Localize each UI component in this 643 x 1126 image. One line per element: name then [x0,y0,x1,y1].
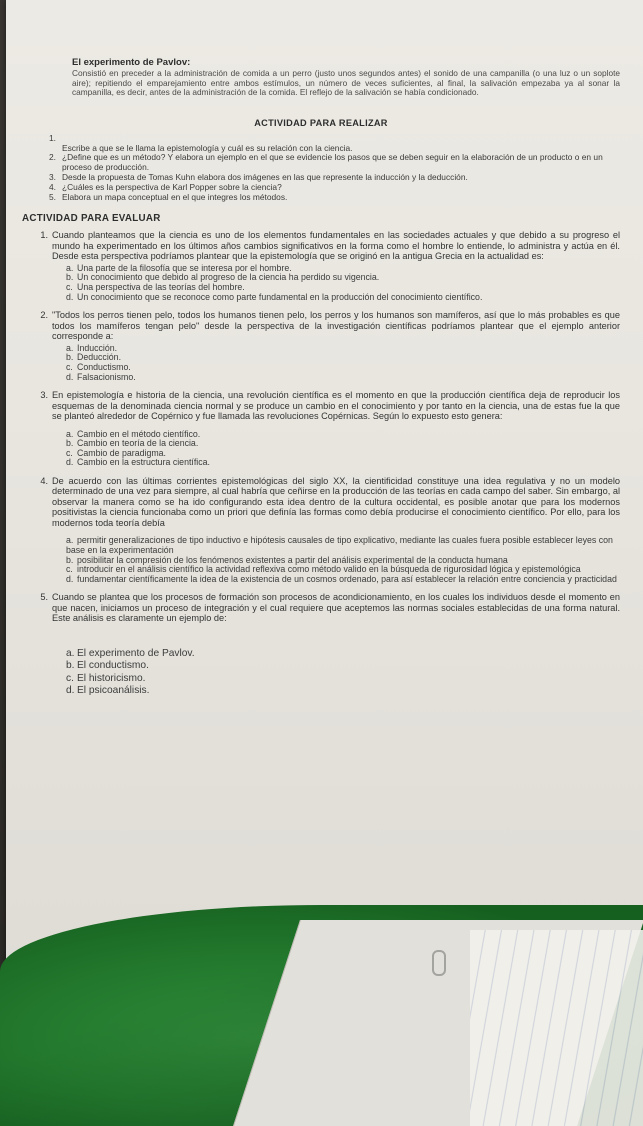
option-b: b. Un conocimiento que debido al progreso de la ciencia ha perdido su vigencia. [66,272,380,283]
question-3 [22,390,620,468]
question-text: Cuando se plantea que los procesos de formación son procesos de acondicionamiento, en los cuales los individuos desde el momento en que nacen, iniciamos un proceso de integración y el cual requiere que aceptemos las normas sociales establecidas de una forma natural. Este análisis es claramente un ejemplo de: [52,592,620,624]
option-d: d. Cambio en la estructura científica. [66,457,210,468]
intro-paragraph: Consistió en preceder a la administración de comida a un perro (justo unos segundos antes) el sonido de una campanilla (o una luz o un soplote aire); repitiendo el emparejamiento entre ambos estímulos, un número de veces suficientes, al final, la salivación empezaba ya al sonar la campanilla, es decir, antes de la administración de la comida. El reflejo de la salivación se había condicionado. [72,68,620,98]
question-text: De acuerdo con las últimas corrientes epistemológicas del siglo XX, la cientificidad constituye una idea regulativa y no un modelo determinado de una vez para siempre, al cual habría que ceñirse en la producción de las teorías en cada campo del saber. Sin embargo, al observar la manera como se ha ido configurando esta idea dentro de la cultura occidental, es posible anotar que para los modernos positivistas la ciencia funcionaba como un priori que definía las formas como debía producirse el conocimiento científico. Por ello, para los modernos toda teoría debía [52,475,620,528]
question-text: En epistemología e historia de la ciencia, una revolución científica es el momento en que la producción científica deja de reproducir los esquemas de la denominada ciencia normal y se produce un cambio en el conocimiento y por tanto en la ciencia, una de estas fue la que se planteó alrededor de Copérnico y fue llamada las revoluciones Copérnicas. Según lo expuesto esto genera: [52,390,620,422]
pencil-mark-icon [432,950,446,976]
question-4 [22,476,620,584]
intro-title: El experimento de Pavlov: [72,57,191,68]
option-d: d. Falsacionismo. [66,371,136,382]
realizar-list [22,134,620,203]
list-item: 5. Elabora un mapa conceptual en el que integres los métodos. [49,191,288,202]
question-number: 2. [40,310,48,321]
option-c: c. Conductismo. [66,361,131,372]
option-a: a. Cambio en el método científico. [66,428,201,439]
option-a: a. El experimento de Pavlov. [66,647,195,659]
question-number: 4. [40,475,48,486]
option-d: d. fundamentar científicamente la idea de la existencia de un cosmos ordenado, para así establecer la relación entre conciencia y practicidad [66,573,617,584]
option-c: c. El historicismo. [66,672,146,684]
question-text: Cuando planteamos que la ciencia es uno de los elementos fundamentales en las sociedades actuales y que debido a su progreso el mundo ha experimentado en los últimos años cambios significativos en la forma como el hombre lo entiende, lo administra y actúa en él. Desde esta perspectiva podríamos plantear que la epistemología que se originó en la antigua Grecia en la actualidad es: [52,230,620,262]
question-number: 5. [40,592,48,603]
option-c: c. Una perspectiva de las teorías del hombre. [66,282,245,293]
evaluar-heading: ACTIVIDAD PARA EVALUAR [22,213,161,225]
option-a: a. permitir generalizaciones de tipo inductivo e hipótesis causales de tipo explicativo, mediante las cuales fuera posible establecer leyes con base en la experimentación [66,535,613,556]
option-a: a. Inducción. [66,342,118,353]
question-5 [22,592,620,698]
realizar-heading: ACTIVIDAD PARA REALIZAR [254,117,388,128]
list-item: 2. ¿Define que es un método? Y elabora un ejemplo en el que se evidencie los pasos que se deben seguir en la elaboración de un producto o en un proceso de producción. [49,152,603,173]
option-b: b. posibilitar la compresión de los fenómenos existentes a partir del análisis experimental de la conducta humana [66,554,508,565]
option-c: c. Cambio de paradigma. [66,447,166,458]
question-number: 3. [40,390,48,401]
list-item: Escribe a que se le llama la epistemología y cuál es su relación con la ciencia. [62,142,353,153]
option-c: c. introducir en el análisis científico la actividad reflexiva como método valido en la búsqueda de rigurosidad lógica y epistemológica [66,564,581,575]
question-number: 1. [40,230,48,241]
list-item: 3. Desde la propuesta de Tomas Kuhn elabora dos imágenes en las que represente la inducción y la deducción. [49,171,468,182]
document-content [22,58,620,698]
notebook-lines [470,930,643,1126]
option-b: b. Cambio en teoría de la ciencia. [66,438,199,449]
question-2 [22,310,620,382]
option-b: b. El conductismo. [66,660,149,672]
option-b: b. Deducción. [66,352,122,363]
list-item: 4. ¿Cuáles es la perspectiva de Karl Popper sobre la ciencia? [49,181,282,192]
list-item: 1. [49,132,56,143]
option-d: d. Un conocimiento que se reconoce como parte fundamental en la producción del conocimiento científico. [66,291,483,302]
question-1 [22,230,620,302]
question-text: "Todos los perros tienen pelo, todos los humanos tienen pelo, los perros y los humanos son mamíferos, así que lo más probables es que todos los mamíferos tengan pelo" desde la perspectiva de la investigación científicas podríamos plantear que el ejemplo anterior corresponde a: [52,310,620,342]
option-d: d. El psicoanálisis. [66,685,150,697]
option-a: a. Una parte de la filosofía que se interesa por el hombre. [66,262,292,273]
